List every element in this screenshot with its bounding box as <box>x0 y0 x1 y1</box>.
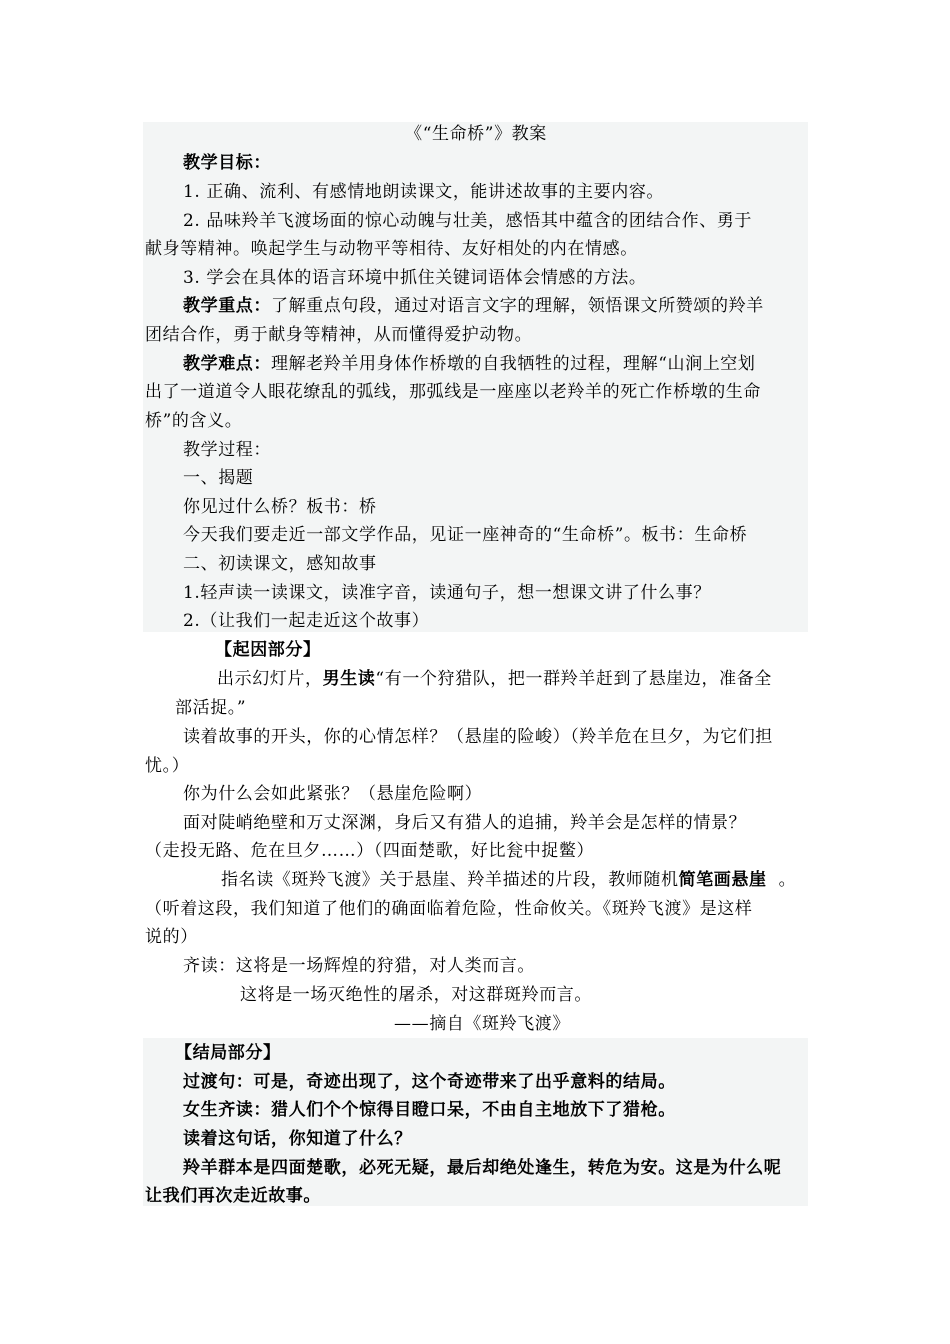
focus-line-1 <box>145 292 807 321</box>
goal-item-2-line-1: 2. 品味羚羊飞渡场面的惊心动魄与壮美，感悟其中蕴含的团结合作、勇于 <box>183 211 753 231</box>
ending-girls-read: 女生齐读：猎人们个个惊得目瞪口呆，不由自主地放下了猎枪。 <box>183 1100 676 1120</box>
cause-heading: 【起因部分】 <box>215 640 321 660</box>
cause-reading-text: 指名读《斑羚飞渡》关于悬崖、羚羊描述的片段，教师随机 <box>221 870 679 890</box>
cause-slide-continued: 部活捉。” <box>175 698 247 718</box>
section-2-step-2: 2.（让我们一起走近这个故事） <box>183 611 430 631</box>
cause-question-3-line-1: 面对陡峭绝壁和万丈深渊，身后又有猎人的追捕，羚羊会是怎样的情景？ <box>183 813 747 833</box>
cause-reading-line <box>145 866 807 895</box>
focus-line-2: 团结合作，勇于献身等精神，从而懂得爱护动物。 <box>145 325 533 345</box>
ending-transition: 过渡句：可是，奇迹出现了，这个奇迹带来了出乎意料的结局。 <box>183 1072 676 1092</box>
focus-text: 了解重点句段，通过对语言文字的理解，领悟课文所赞颂的羚羊 <box>271 296 764 316</box>
cause-chorus-line-2: 这将是一场灭绝性的屠杀，对这群斑羚而言。 <box>240 985 592 1005</box>
goals-heading: 教学目标： <box>183 153 271 173</box>
section-1-question: 你见过什么桥？板书：桥 <box>183 497 377 517</box>
cause-question-2: 你为什么会如此紧张？（悬崖危险啊） <box>183 784 483 804</box>
cause-note-line-1: （听着这段，我们知道了他们的确面临着危险，性命攸关。《斑羚飞渡》是这样 <box>145 899 753 919</box>
section-2-title: 二、初读课文，感知故事 <box>183 554 377 574</box>
page-title: 《“生命桥”》教案 <box>405 124 547 144</box>
cause-reading-end: 。 <box>778 870 797 890</box>
ending-question: 读着这句话，你知道了什么？ <box>183 1129 412 1149</box>
ending-final-line-1: 羚羊群本是四面楚歌，必死无疑，最后却绝处逢生，转危为安。这是为什么呢 <box>183 1158 782 1178</box>
cause-sketch-cliff: 简笔画悬崖 <box>678 870 767 890</box>
section-1-intro: 今天我们要走近一部文学作品，见证一座神奇的“生命桥”。板书：生命桥 <box>183 525 748 545</box>
goal-item-1: 1. 正确、流利、有感情地朗读课文，能讲述故事的主要内容。 <box>183 182 665 202</box>
cause-source: ——摘自《斑羚飞渡》 <box>394 1014 570 1034</box>
cause-question-1-line-1: 读着故事的开头，你的心情怎样？（悬崖的险峻）（羚羊危在旦夕，为它们担 <box>183 727 773 747</box>
process-heading: 教学过程： <box>183 440 271 460</box>
difficulty-line-2: 出了一道道令人眼花缭乱的弧线，那弧线是一座座以老羚羊的死亡作桥墩的生命 <box>145 382 761 402</box>
ending-final-line-2: 让我们再次走近故事。 <box>145 1186 321 1206</box>
cause-question-1-line-2: 忧。） <box>145 756 190 776</box>
goal-item-3: 3. 学会在具体的语言环境中抓住关键词语体会情感的方法。 <box>183 268 647 288</box>
difficulty-line-3: 桥”的含义。 <box>145 411 243 431</box>
cause-slide-quote: “有一个狩猎队，把一群羚羊赶到了悬崖边，准备全 <box>375 669 772 689</box>
cause-boys-read: 男生读 <box>322 669 376 689</box>
section-1-title: 一、揭题 <box>183 468 254 488</box>
ending-heading: 【结局部分】 <box>175 1043 281 1063</box>
cause-note-line-2: 说的） <box>145 927 198 947</box>
difficulty-text: 理解老羚羊用身体作桥墩的自我牺牲的过程，理解“山涧上空划 <box>271 354 756 374</box>
cause-slide-line <box>145 665 807 694</box>
focus-label: 教学重点： <box>183 296 271 316</box>
goal-item-2-line-2: 献身等精神。唤起学生与动物平等相待、友好相处的内在情感。 <box>145 239 638 259</box>
section-2-step-1: 1.轻声读一读课文，读准字音，读通句子，想一想课文讲了什么事？ <box>183 583 711 603</box>
difficulty-line-1 <box>145 350 807 379</box>
cause-slide-prefix: 出示幻灯片， <box>217 669 323 689</box>
cause-question-3-line-2: （走投无路、危在旦夕……）（四面楚歌，好比瓮中捉鳖） <box>145 841 595 861</box>
difficulty-label: 教学难点： <box>183 354 271 374</box>
cause-chorus-line-1: 齐读：这将是一场辉煌的狩猎，对人类而言。 <box>183 956 535 976</box>
